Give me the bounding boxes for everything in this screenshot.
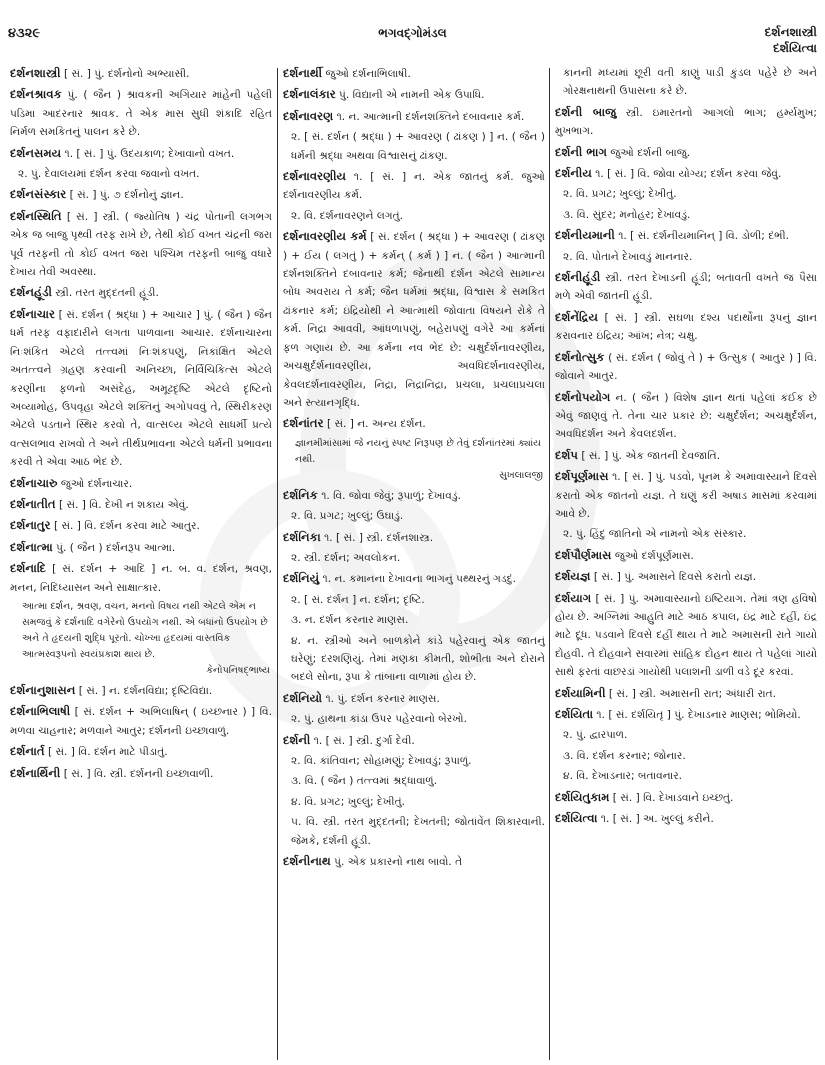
definition: [ સં. ] ન. દર્શનવિદ્યા; દૃષ્ટિવિદ્યા.	[75, 684, 213, 697]
column-2	[283, 64, 545, 1060]
headword: દર્શનાભિલાષી	[10, 704, 71, 719]
definition: ૧. [ સં. દર્શનીયમાનિન્ ] વિ. ડોળી; દંભી.	[614, 230, 789, 243]
definition: જુઓ દર્શનાભિલાષી.	[322, 68, 411, 80]
definition: ૧. [ સં. ] સ્ત્રી. દર્શનશાસ્ત્ર.	[320, 531, 434, 544]
headword: દર્શયિતા	[555, 707, 594, 721]
sense: ૪. વિ. પ્રગટ; ખુલ્લું; દેખીતું.	[291, 795, 405, 808]
definition: કાનની મધ્યમાં છૂરી વતી કાણું પાડી કુંડલ પહેરે છે અને ગોરક્ષનાથની ઉપાસના કરે છે.	[563, 67, 817, 98]
quote-source: કેનોપનિષદ્ભાષ્ય	[206, 664, 270, 676]
definition: ૧. [ સં. ] વિ. જોવા યોગ્ય; દર્શન કરવા જેવું.	[591, 168, 782, 181]
definition: [ સં. ] સ્ત્રી. સઘળા દશ્ય પદાર્થોના રૂપનું જ્ઞાન કરાવનાર ઇંદ્રિય; આંખ; નેત્ર; ચક્ષુ.	[555, 311, 817, 343]
dictionary-entry	[283, 852, 545, 871]
definition: [ સં. ] ન. અન્ય દર્શન.	[323, 418, 426, 431]
sense: ૨. વિ. પ્રગટ; ખુલ્લું; દેખીતું.	[563, 188, 677, 201]
definition: જુઓ દર્શપૂર્ણમાસ.	[611, 549, 694, 562]
definition: ૧. [ સં. ] અ. ખુલ્લું કરીને.	[597, 813, 714, 826]
dictionary-entry	[283, 64, 545, 83]
column-divider	[277, 68, 278, 1060]
sense: ૨. વિ. દર્શનાવરણને લગતું.	[291, 209, 403, 222]
definition: સ્ત્રી. ઇમારતનો આગલો ભાગ; હર્મ્યમુખ; મુખભાગ.	[555, 106, 817, 138]
dictionary-entry	[10, 64, 272, 83]
headword: દર્શયામિની	[555, 685, 606, 700]
column-1	[10, 64, 272, 1060]
definition: ૧. ન. આત્માની દર્શનશક્તિને દબાવનાર કર્મ.	[333, 110, 525, 123]
sense: ૩. વિ. દર્શન કરનાર; જોનાર.	[563, 749, 686, 762]
dictionary-entry	[555, 388, 817, 444]
definition: ૧. [ સં. દર્શયિતૃ ] પું. દેખાડનાર માણસ; ભોમિયો.	[593, 709, 801, 721]
dictionary-entry	[555, 467, 817, 523]
dictionary-entry	[10, 85, 272, 141]
headword: દર્શપૂર્ણમાસ	[555, 469, 609, 484]
dictionary-entry	[555, 103, 817, 141]
definition: પું. વિદ્યાની એ નામની એક ઉપાધિ.	[335, 89, 485, 102]
headword: દર્શયાગ	[555, 590, 592, 605]
dictionary-entry	[10, 538, 272, 557]
dictionary-columns	[0, 64, 825, 1064]
sense: ૨. વિ. પ્રગટ; ખુલ્લું; ઉઘાડું.	[291, 510, 404, 523]
quote-text: આત્મા દર્શન, શ્રવણ, વચન, મનનો વિષય નથી એટલે એમ ન સમજવું કે દર્શનાદિ વગેરેનો ઉપયોગ નથી. એ બધાંનો ઉપયોગ છે અને તે હૃદયની શુદ્ધિ પૂરતો. ચોખ્ખા હૃદયમાં વાસ્તવિક આત્મસ્વરૂપનો સ્વયંપ્રકાશ થાય છે.	[22, 600, 268, 660]
definition: [ સં. ] વિ. દર્શન કરવા માટે આતુર.	[50, 520, 200, 533]
sense: ૨. [ સં. દર્શન ( શ્રદ્ધા ) + આવરણ ( ઢાંકણ ) ] ન. ( જૈન ) ધર્મની શ્રદ્ધા અથવા વિશ્વાસનું ઢાંકણ.	[291, 131, 545, 162]
definition: [ સં. દર્શન ( શ્રદ્ધા ) + આવરણ ( ઢાંકણ ) + ઈય ( લગતું ) + કર્મન્ ( કર્મ ) ] ન. ( જૈન ) આત્માની દર્શનશક્તિને દબાવનાર કર્મ; જેનાથી દર્શન એટલે સામાન્ય બોધ અવરાય તે કર્મ; જૈન ધર્મમાં શ્રદ્ધા, વિશ્વાસ કે સમકિત ઢાંકનાર કર્મ; ઇંદ્રિયોથી ને આત્માથી જોવાતા વિષયને રોકે તે કર્મ. નિદ્રા આવવી, આંધળાપણું, બહેરાપણું વગેરે આ કર્મનાં ફળ ગણાય છે. આ કર્મના નવ ભેદ છે: ચક્ષુર્દર્શનાવરણીય, અચક્ષુર્દર્શનાવરણીય, અવધિદર્શનાવરણીય, કેવલદર્શનાવરણીય, નિદ્રા, નિદ્રાનિદ્રા, પ્રચલા, પ્રચલાપ્રચલા અને સ્ત્યાનગૃદ્ધિ.	[283, 231, 545, 409]
headword: દર્શની બાજુ	[555, 104, 617, 119]
dictionary-entry	[283, 486, 545, 505]
definition: ૧. [ સં. ] ન. એક જાતનું કર્મ. જુઓ દર્શનાવરણીય કર્મ.	[283, 171, 545, 202]
headword: દર્શનહૂંડી	[10, 285, 52, 300]
definition: ૧. વિ. જોવા જેવું; રૂપાળું; દેખાવડું.	[317, 489, 462, 502]
headword: દર્શનસમય	[10, 145, 62, 160]
dictionary-entry	[555, 446, 817, 465]
book-title: ભગવદ્ગોમંડલ	[378, 26, 447, 40]
definition: ન. ( જૈન ) વિશેષ જ્ઞાન થતાં પહેલાં કંઈક છે એવું જાણવું તે. તેના ચાર પ્રકાર છે: ચક્ષુર્દર્શન; અચક્ષુર્દર્શન, અવધિદર્શન અને કેવલદર્શન.	[555, 391, 817, 441]
dictionary-entry	[555, 705, 817, 724]
dictionary-entry	[10, 474, 272, 493]
sense: ૨. વિ. કાંતિવાન; સોહામણું; દેખાવડું; રૂપાળું.	[291, 755, 472, 767]
dictionary-entry	[555, 546, 817, 565]
definition: [ સં. ] વિ. સ્ત્રી. દર્શનની ઇચ્છાવાળી.	[60, 767, 214, 780]
headword: દર્શનાર્થિની	[10, 765, 61, 780]
headword: દર્શનાર્ત	[10, 744, 45, 759]
dictionary-entry	[283, 85, 545, 104]
definition: [ સં. ] સ્ત્રી. ( જ્યોતિષ ) ચંદ્ર પોતાની લગભગ એક જ બાજુ પૃથ્વી તરફ રાખે છે, તેથી કોઈ વખત ચંદ્રની જરા પૂર્વ તરફની તો કોઈ વખત જરા પશ્ચિમ તરફની બાજુ વધારે દેખાય તેવી અવસ્થા.	[10, 210, 272, 279]
dictionary-entry	[555, 589, 817, 682]
headword: દર્શનેંદ્રિય	[555, 309, 599, 324]
dictionary-entry	[10, 495, 272, 514]
definition: [ સં. ] વિ. દર્શન માટે પીડાતું.	[44, 746, 168, 759]
sense: ૨. પું. હિંદુ જાતિનો એ નામનો એક સંસ્કાર.	[563, 528, 747, 541]
headword: દર્શનાદિ	[10, 561, 46, 576]
dictionary-entry	[10, 185, 272, 204]
dictionary-entry	[10, 559, 272, 597]
dictionary-entry	[283, 167, 545, 205]
sense: ૫. વિ. સ્ત્રી. તરત મુદ્દતની; દેખતની; જોતાંવેંત શિકારવાની. જેમકે, દર્શની હૂંડી.	[291, 816, 545, 847]
dictionary-entry	[283, 689, 545, 708]
page-number: ૪૩૨૯	[8, 26, 41, 41]
dictionary-entry	[10, 742, 272, 761]
quote-source: સુખલાલજી	[499, 469, 543, 481]
dictionary-entry	[555, 788, 817, 807]
page-header	[0, 0, 825, 60]
headword: દર્શનાવરણીય કર્મ	[283, 229, 367, 244]
definition: સ્ત્રી. તરત દેખાડની હૂંડી; બતાવતી વખતે જ પૈસા મળે એવી જાતની હૂંડી.	[555, 272, 817, 303]
dictionary-entry	[283, 107, 545, 126]
headword: દર્શનોપયોગ	[555, 389, 611, 404]
definition: [ સં. ] પું. અમાવાસ્યાનો ઇષ્ટિયાગ. તેમાં ત્રણ હવિષો હોય છે. અગ્નિમાં આહુતિ માટે આઠ કપાલ, ઇંદ્ર માટે દહીં, ઇંદ્ર માટે દૂધ. પડવાને દિવસે દહીં થાય તે માટે અમાસની રાતે ગાયો દોહવી. તે દોહવાને સવારમાં સાંહિક દોહન થાય તે પહેલાં ગાયો સાથે ફરતાં વાછરડાં ગાયોથી પલાશની ડાળી વડે દૂર કરવાં.	[555, 592, 817, 679]
headword: દર્શનાચાર	[10, 306, 56, 321]
column-3	[555, 64, 817, 1060]
sense: ૨. સ્ત્રી. દર્શન; અવલોકન.	[291, 551, 401, 564]
dictionary-entry	[10, 764, 272, 783]
headword: દર્શયિતુકામ	[555, 789, 610, 804]
dictionary-entry	[555, 164, 817, 183]
dictionary-entry	[10, 207, 272, 282]
dictionary-entry	[555, 143, 817, 162]
dictionary-entry	[555, 308, 817, 346]
citation-quote	[283, 436, 545, 484]
headword: દર્શનિક	[283, 487, 318, 502]
definition: ૧. [ સં. ] સ્ત્રી. દુર્ગા દેવી.	[310, 734, 415, 747]
definition: ૧. [ સં. ] પું. ઉદયકાળ; દેખાવાનો વખત.	[61, 147, 235, 160]
dictionary-entry	[10, 681, 272, 700]
headword: દર્શયજ્ઞ	[555, 569, 591, 584]
sense: ૨. વિ. પોતાને દેખાવડું માનનાર.	[563, 250, 693, 263]
headword: દર્શનાતુર	[10, 518, 51, 533]
guide-word-last: દર્શયિત્વા	[773, 41, 817, 55]
headword: દર્શનાતીત	[10, 496, 56, 511]
definition: [ સં. ] વિ. દેખી ન શકાય એવું.	[55, 498, 189, 511]
dictionary-entry	[10, 283, 272, 302]
definition: [ સં. ] પું. એક જાતની દેવજાતિ.	[577, 449, 721, 462]
guide-words	[765, 24, 817, 56]
dictionary-entry	[555, 809, 817, 828]
sense: ૨. પું. દ્વારપાળ.	[563, 729, 628, 742]
headword: દર્શનિકા	[283, 529, 321, 544]
headword: દર્શનોત્સુક	[555, 349, 605, 364]
definition: [ સં. દર્શન ( શ્રદ્ધા ) + આચાર ] પું. ( જૈન ) જૈન ધર્મ તરફ વફાદારીને લગતા પાળવાના આચાર. દર્શનાચારના નિઃશંકિત એટલે તત્ત્વમાં નિઃશંકપણું, નિકાંક્ષિત એટલે અતત્ત્વને ગ્રહણ કરવાની અનિચ્છા, નિર્વિચિકિત્સ એટલે કરણીના ફળનો અસંદેહ, અમૂઢદૃષ્ટિ એટલે દૃષ્ટિનો અવ્યામોહ, ઉપવૃહા એટલે શક્તિનું અગોપવવું તે, સ્થિરીકરણ એટલે પડતાને સ્થિર કરવો તે, વાત્સલ્ય એટલે સાધર્મી પ્રત્યે વત્સલભાવ રાખવો તે અને તીર્થપ્રભાવના એટલે ધર્મની પ્રભાવના કરવી તે એવા આઠ ભેદ છે.	[10, 308, 272, 469]
definition: [ સં. ] વિ. દેખાડવાને ઇચ્છતું.	[609, 791, 734, 804]
sense: ૩. વિ. સુંદર; મનોહર; દેખાવડું.	[563, 208, 691, 221]
column-divider	[549, 68, 550, 1060]
definition: [ સં. ] સ્ત્રી. અમાસની રાત; અંધારી રાત.	[605, 687, 777, 700]
headword: દર્શપ	[555, 447, 578, 462]
definition: પું. ( જૈન ) દર્શનરૂપ આત્મા.	[52, 541, 176, 554]
headword: દર્શનીય	[555, 166, 592, 181]
dictionary-entry	[555, 684, 817, 703]
headword: દર્શનશ્રાવક	[10, 87, 62, 102]
dictionary-entry	[283, 569, 545, 588]
citation-quote	[10, 599, 272, 679]
headword: દર્શનિયું	[283, 571, 320, 586]
definition: સ્ત્રી. તરત મુદ્દતની હૂંડી.	[51, 287, 159, 300]
headword: દર્શનસ્થિતિ	[10, 208, 62, 223]
definition: જુઓ દર્શની બાજુ.	[607, 146, 691, 159]
headword: દર્શનાનુશાસન	[10, 682, 76, 697]
headword: દર્શનીયમાની	[555, 228, 615, 243]
definition: [ સં. ] પું. દર્શનોનો અભ્યાસી.	[60, 68, 190, 80]
headword: દર્શનીહૂંડી	[555, 270, 601, 285]
headword: દર્શનસંસ્કાર	[10, 187, 67, 202]
dictionary-entry	[10, 516, 272, 535]
headword: દર્શનાંતર	[283, 416, 324, 431]
headword: દર્શનશાસ્ત્રી	[10, 66, 61, 80]
headword: દર્શનાત્મા	[10, 539, 53, 554]
headword: દર્શનિયો	[283, 690, 323, 705]
headword: દર્શનાચારુ	[10, 475, 58, 490]
headword: દર્શપૌર્ણમાસ	[555, 547, 612, 562]
dictionary-entry	[555, 64, 817, 101]
definition: ૧. પું. દર્શન કરનાર માણસ.	[322, 692, 440, 705]
definition: [ સં. દર્શન + અભિલાષિન્ ( ઇચ્છનાર ) ] વિ. મળવા ચાહનાર; મળવાને આતુર; દર્શનની ઇચ્છાવાળું.	[10, 706, 272, 737]
dictionary-entry	[283, 731, 545, 750]
sense: ૪. વિ. દેખાડનાર; બતાવનાર.	[563, 770, 683, 783]
headword: દર્શનાર્થી	[283, 66, 323, 80]
dictionary-entry	[10, 144, 272, 163]
dictionary-entry	[283, 414, 545, 433]
dictionary-entry	[10, 702, 272, 740]
definition: ( સં. દર્શન ( જોવું તે ) + ઉત્સુક ( આતુર ) ] વિ. જોવાને આતુર.	[555, 351, 817, 383]
definition: [ સં. ] પું. ૭ દર્શનોનું જ્ઞાન.	[66, 189, 184, 202]
headword: દર્શની ભાગ	[555, 144, 607, 159]
headword: દર્શનાવરણ	[283, 108, 334, 123]
dictionary-entry	[555, 567, 817, 586]
dictionary-entry	[555, 348, 817, 386]
headword: દર્શનીનાથ	[283, 854, 331, 869]
headword: દર્શનાલંકાર	[283, 87, 336, 102]
dictionary-entry	[283, 528, 545, 547]
dictionary-entry	[555, 268, 817, 306]
quote-text: જ્ઞાનમીમાંસામાં જે નયનું સ્પષ્ટ નિરૂપણ છે તેવું દર્શનાંતરમાં ક્યાંય નથી.	[295, 437, 542, 465]
sense: ૨. પું. દેવાલયમાં દર્શન કરવા જવાનો વખત.	[18, 168, 200, 181]
definition: ૧. [ સં. ] પું. પડવો, પૂનમ કે અમાવાસ્યાને દિવસે કરાતો એક જાતનો યજ્ઞ. તે ઘણું કરી અષાડ માસમાં કરવામાં આવે છે.	[555, 471, 817, 520]
sense: ૨. [ સં. દર્શન ] ન. દર્શન; દૃષ્ટિ.	[291, 593, 425, 606]
definition: [ સં. ] પું. અમાસને દિવસે કરાતો યજ્ઞ.	[590, 571, 757, 584]
sense: ૩. ન. દર્શન કરનાર માણસ.	[291, 614, 409, 627]
sense: ૨. પું. હાથના કાંડા ઉપર પહેરવાનો બેરખો.	[291, 713, 467, 726]
definition: પું. ( જૈન ) શ્રાવકની અગિયાર માંહેની પહેલી પડિમા આદરનાર શ્રાવક. તે એક માસ સુધી શંકાદિ રહિત નિર્મળ સમકિતનું પાલન કરે છે.	[10, 89, 272, 139]
sense: ૩. વિ. ( જૈન ) તત્ત્વમાં શ્રદ્ધાવાળું.	[291, 775, 438, 788]
sense: ૪. ન. સ્ત્રીઓ અને બાળકોને કાંડે પહેરવાનું એક જાતનું ઘરેણું; દરશણિયું. તેમાં મણકા કીમતી, શોભીતા અને દોરાને બદલે સોના, રૂપા કે તાંબાના વાળામાં હોય છે.	[291, 634, 545, 684]
definition: જુઓ દર્શનાચાર.	[57, 477, 133, 490]
headword: દર્શયિત્વા	[555, 811, 598, 826]
dictionary-entry	[555, 226, 817, 245]
dictionary-entry	[283, 227, 545, 412]
headword: દર્શની	[283, 732, 311, 747]
definition: [ સં. દર્શન + આદિ ] ન. બ. વ. દર્શન, શ્રવણ, મનન, નિદિધ્યાસન અને સાક્ષાત્કાર.	[10, 563, 272, 594]
definition: પું. એક પ્રકારનો નાથ બાવો. તે	[330, 856, 463, 869]
definition: ૧. ન. કમાનના દેખાવના ભાગનું પથ્થરનું ગડદું.	[319, 573, 516, 586]
guide-word-first: દર્શનશાસ્ત્રી	[764, 25, 817, 39]
headword: દર્શનાવરણીય	[283, 169, 347, 184]
dictionary-entry	[10, 305, 272, 472]
